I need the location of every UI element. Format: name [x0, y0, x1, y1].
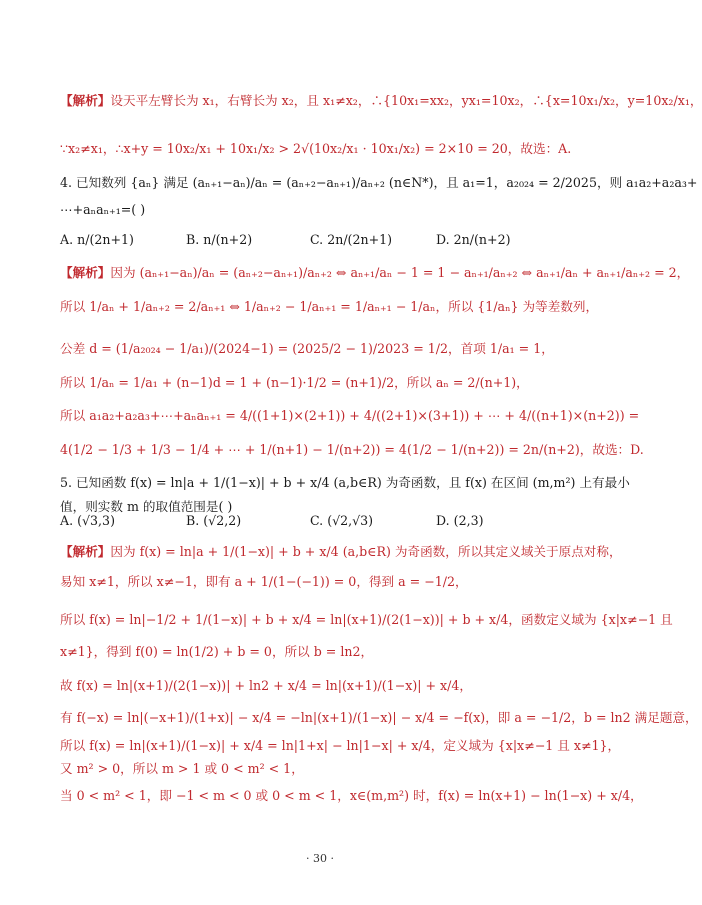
text-line	[60, 373, 612, 393]
text-line	[60, 759, 612, 779]
answer-option: A. (√3,3)	[60, 513, 115, 528]
answer-option: B. n/(n+2)	[186, 232, 253, 247]
text-line	[60, 440, 644, 460]
text-line	[60, 173, 698, 193]
line-text: 值，则实数 m 的取值范围是( )	[60, 499, 233, 514]
answer-option: D. 2n/(n+2)	[436, 232, 511, 247]
text-line	[60, 200, 612, 220]
line-text: 设天平左臂长为 x₁，右臂长为 x₂，且 x₁≠x₂，∴{10x₁=xx₂，yx₁=10x₂，∴{x=10x₁/x₂，y=10x₂/x₁，	[110, 93, 702, 108]
line-text: 4(1/2 − 1/3 + 1/3 − 1/4 + ⋯ + 1/(n+1) − 1/(n+2)) = 4(1/2 − 1/(n+2)) = 2n/(n+2)，故选：D.	[60, 442, 644, 457]
line-text: 4. 已知数列 {aₙ} 满足 (aₙ₊₁−aₙ)/aₙ = (aₙ₊₂−aₙ₊₁)/aₙ₊₂ (n∈N*)，且 a₁=1，a₂₀₂₄ = 2/2025，则 a₁a₂+a₂a₃+	[60, 175, 698, 190]
line-text: 所以 1/aₙ + 1/aₙ₊₂ = 2/aₙ₊₁ ⇔ 1/aₙ₊₂ − 1/aₙ₊₁ = 1/aₙ₊₁ − 1/aₙ，所以 {1/aₙ} 为等差数列，	[60, 299, 599, 314]
line-text: 当 0 < m² < 1，即 −1 < m < 0 或 0 < m < 1，x∈(m,m²) 时，f(x) = ln(x+1) − ln(1−x) + x/4，	[60, 788, 643, 803]
solution-tag: 【解析】	[60, 544, 111, 559]
line-text: 又 m² > 0，所以 m > 1 或 0 < m² < 1，	[60, 761, 304, 776]
text-line	[60, 406, 640, 426]
text-line	[60, 708, 698, 728]
text-line	[60, 473, 630, 493]
text-line	[60, 786, 643, 806]
text-line	[60, 139, 612, 159]
line-text: 所以 1/aₙ = 1/a₁ + (n−1)d = 1 + (n−1)·1/2 = (n+1)/2，所以 aₙ = 2/(n+1)，	[60, 375, 529, 390]
answer-option: C. (√2,√3)	[310, 513, 374, 528]
text-line	[60, 339, 612, 359]
solution-line	[60, 91, 702, 111]
line-text: 5. 已知函数 f(x) = ln|a + 1/(1−x)| + b + x/4 (a,b∈R) 为奇函数，且 f(x) 在区间 (m,m²) 上有最小	[60, 475, 630, 490]
line-text: 因为 (aₙ₊₁−aₙ)/aₙ = (aₙ₊₂−aₙ₊₁)/aₙ₊₂ ⇔ aₙ₊₁/aₙ − 1 = 1 − aₙ₊₁/aₙ₊₂ ⇔ aₙ₊₁/aₙ + aₙ₊₁/aₙ₊₂ = 2，	[110, 265, 690, 280]
solution-tag: 【解析】	[60, 265, 111, 280]
solution-tag: 【解析】	[60, 93, 111, 108]
text-line	[60, 297, 612, 317]
solution-line	[60, 542, 622, 562]
text-line	[60, 610, 673, 630]
text-line	[60, 572, 612, 592]
line-text: ⋯+aₙaₙ₊₁=( )	[60, 202, 146, 217]
line-text: 所以 f(x) = ln|−1/2 + 1/(1−x)| + b + x/4 = ln|(x+1)/(2(1−x))| + b + x/4，函数定义域为 {x|x≠−1 且	[60, 612, 673, 627]
answer-option: A. n/(2n+1)	[60, 232, 134, 247]
line-text: 故 f(x) = ln|(x+1)/(2(1−x))| + ln2 + x/4 = ln|(x+1)/(1−x)| + x/4，	[60, 678, 472, 693]
page-number: · 30 ·	[306, 852, 334, 865]
line-text: 所以 a₁a₂+a₂a₃+⋯+aₙaₙ₊₁ = 4/((1+1)×(2+1)) + 4/((2+1)×(3+1)) + ⋯ + 4/((n+1)×(n+2)) =	[60, 408, 640, 423]
answer-option: C. 2n/(2n+1)	[310, 232, 393, 247]
text-line	[60, 642, 612, 662]
solution-line	[60, 263, 690, 283]
line-text: 有 f(−x) = ln|(−x+1)/(1+x)| − x/4 = −ln|(x+1)/(1−x)| − x/4 = −f(x)，即 a = −1/2，b = ln2 满足题意，	[60, 710, 698, 725]
answer-option: D. (2,3)	[436, 513, 484, 528]
line-text: 所以 f(x) = ln|(x+1)/(1−x)| + x/4 = ln|1+x| − ln|1−x| + x/4，定义域为 {x|x≠−1 且 x≠1}，	[60, 738, 621, 753]
line-text: ∵x₂≠x₁，∴x+y = 10x₂/x₁ + 10x₁/x₂ > 2√(10x₂/x₁ · 10x₁/x₂) = 2×10 = 20，故选：A.	[60, 141, 572, 156]
text-line	[60, 736, 621, 756]
line-text: 公差 d = (1/a₂₀₂₄ − 1/a₁)/(2024−1) = (2025/2 − 1)/2023 = 1/2，首项 1/a₁ = 1，	[60, 341, 554, 356]
line-text: x≠1}，得到 f(0) = ln(1/2) + b = 0，所以 b = ln2，	[60, 644, 374, 659]
answer-option: B. (√2,2)	[186, 513, 242, 528]
line-text: 因为 f(x) = ln|a + 1/(1−x)| + b + x/4 (a,b∈R) 为奇函数，所以其定义域关于原点对称，	[110, 544, 622, 559]
text-line	[60, 676, 612, 696]
line-text: 易知 x≠1，所以 x≠−1，即有 a + 1/(1−(−1)) = 0，得到 a = −1/2，	[60, 574, 468, 589]
